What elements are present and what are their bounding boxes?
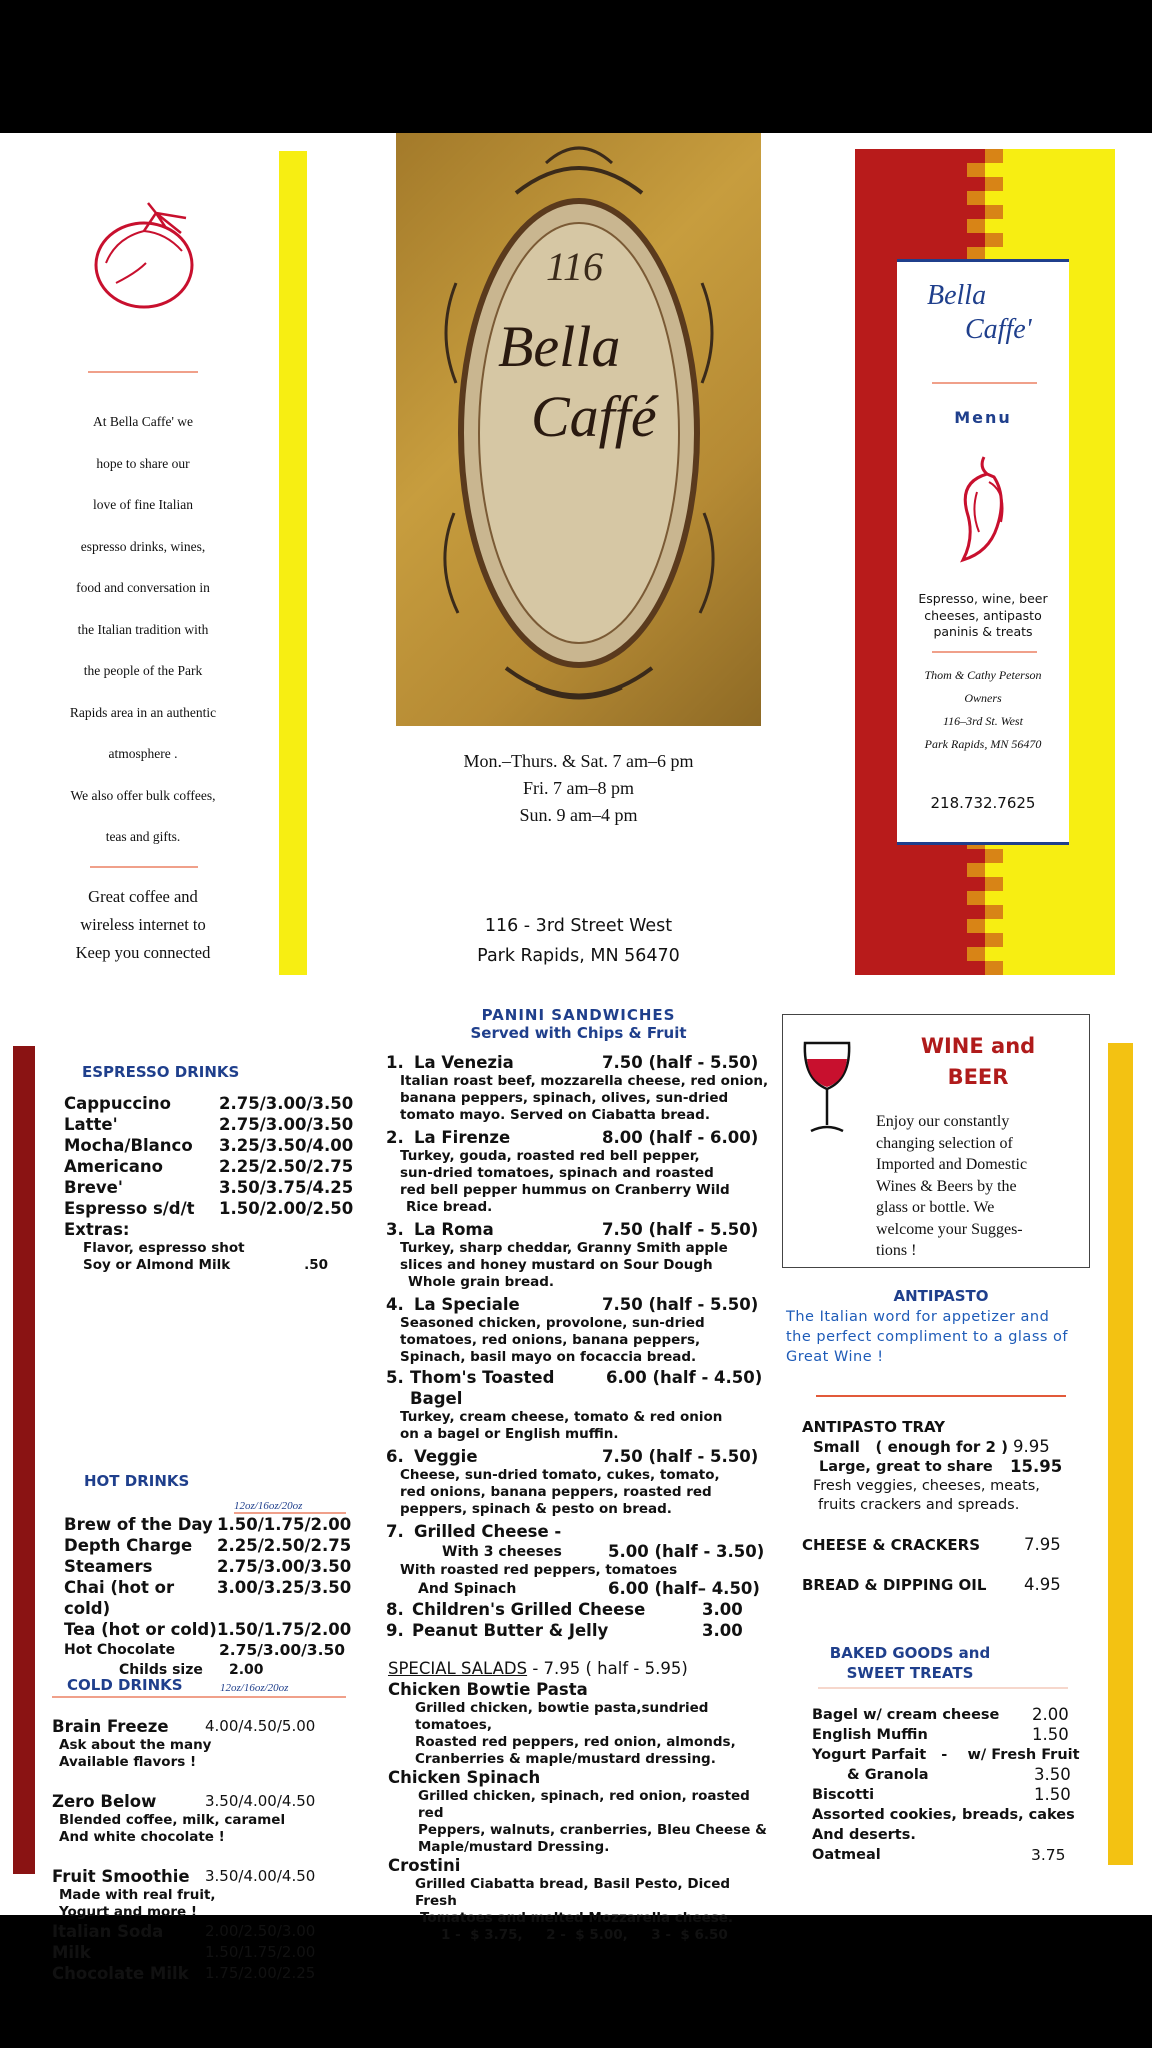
intro-line: We also offer bulk coffees, <box>70 787 216 803</box>
intro-line: love of fine Italian <box>92 497 194 512</box>
panini-item: 6. Veggie 7.50 (half - 5.50) Cheese, sun-dried tomato, cukes, tomato, red onions, banana peppers, roasted red peppers, spinach & pesto on bread. <box>386 1446 771 1518</box>
salads-title: SPECIAL SALADS <box>388 1659 528 1678</box>
list-item: Brain Freeze 4.00/4.50/5.00 <box>52 1717 316 1736</box>
panini-item: 5. Thom's Toasted Bagel 6.00 (half - 4.50) Turkey, cream cheese, tomato & red onion on a bagel or English muffin. <box>386 1367 771 1443</box>
antipasto-intro-line: the perfect compliment to a glass of <box>786 1329 1069 1345</box>
item-description: Grilled chicken, bowtie pasta,sundried tomatoes, <box>415 1700 709 1733</box>
address <box>396 911 761 971</box>
divider <box>88 371 198 373</box>
cover-desc-line: cheeses, antipasto <box>924 607 1042 623</box>
divider <box>932 651 1037 653</box>
panini-item: 1. La Venezia 7.50 (half - 5.50) Italian roast beef, mozzarella cheese, red onion, banana peppers, spinach, olives, sun-dried tomato mayo. Served on Ciabatta bread. <box>386 1052 771 1124</box>
list-item: Steamers 2.75/3.00/3.50 <box>64 1557 352 1576</box>
owner-line: Thom & Cathy Peterson <box>924 668 1042 682</box>
item-description: Seasoned chicken, provolone, sun-dried <box>400 1315 705 1331</box>
wine-title <box>878 1031 1078 1093</box>
panini-item: 4. La Speciale 7.50 (half - 5.50) Seasoned chicken, provolone, sun-dried tomatoes, red onions, banana peppers, Spinach, basil mayo on focaccia bread. <box>386 1294 771 1366</box>
salad-name: Crostini <box>388 1856 461 1875</box>
item-description: And white chocolate ! <box>59 1829 225 1845</box>
list-item: Hot Chocolate 2.75/3.00/3.50 <box>64 1641 346 1659</box>
intro-line: food and conversation in <box>76 580 210 595</box>
espresso-title: ESPRESSO DRINKS <box>82 1063 240 1081</box>
panini-title: PANINI SANDWICHES <box>481 1006 676 1024</box>
address-line: 116 - 3rd Street West <box>484 916 673 936</box>
wine-title-line: WINE and <box>920 1034 1036 1058</box>
item-description: With roasted red peppers, tomatoes <box>400 1562 678 1578</box>
item-description: fruits crackers and spreads. <box>818 1497 1020 1513</box>
hours <box>396 748 761 829</box>
item-description: red onions, banana peppers, roasted red <box>400 1484 712 1500</box>
item-description: Whole grain bread. <box>408 1274 555 1290</box>
size-label: 12oz/16oz/20oz <box>234 1500 346 1514</box>
salad-name: Chicken Bowtie Pasta <box>388 1680 588 1699</box>
cover-title-line1: Bella <box>927 280 987 311</box>
panini-item: 8. Children's Grilled Cheese 3.00 <box>386 1600 743 1619</box>
wine-body-line: Wines & Beers by the <box>876 1177 1017 1195</box>
intro-line: teas and gifts. <box>105 829 181 844</box>
menu-label: Menu <box>954 408 1012 427</box>
cover-desc-line: Espresso, wine, beer <box>918 591 1048 606</box>
hot-drinks-section <box>64 1472 354 1680</box>
wine-body <box>876 1111 1076 1262</box>
antipasto-tray-title: ANTIPASTO TRAY <box>802 1418 946 1436</box>
item-description: Peppers, walnuts, cranberries, Bleu Cheese & <box>418 1822 767 1838</box>
item-description: Cranberries & maple/mustard dressing. <box>415 1751 716 1767</box>
espresso-section <box>64 1063 354 1274</box>
list-item: Yogurt Parfait - w/ Fresh Fruit <box>812 1747 1080 1763</box>
panini-section <box>386 1006 771 1641</box>
owner-line: Owners <box>964 691 1002 705</box>
hours-line: Fri. 7 am–8 pm <box>523 778 634 798</box>
item-description: on a bagel or English muffin. <box>400 1426 619 1442</box>
intro-line: hope to share our <box>96 455 190 471</box>
item-description: Roasted red peppers, red onion, almonds, <box>415 1734 736 1750</box>
wine-body-line: welcome your Sugges- <box>876 1220 1023 1238</box>
list-item: Assorted cookies, breads, cakes <box>812 1807 1075 1823</box>
list-item: Espresso s/d/t 1.50/2.00/2.50 <box>64 1199 354 1218</box>
hours-line: Sun. 9 am–4 pm <box>519 805 638 825</box>
list-item: & Granola 3.50 <box>847 1765 1071 1784</box>
list-item: And deserts. <box>812 1827 916 1843</box>
hours-line: Mon.–Thurs. & Sat. 7 am–6 pm <box>463 751 694 771</box>
list-item: Brew of the Day 1.50/1.75/2.00 <box>64 1515 352 1534</box>
hot-drinks-title: HOT DRINKS <box>84 1472 190 1490</box>
dark-red-stripe <box>13 1046 35 1874</box>
item-description: Turkey, cream cheese, tomato & red onion <box>400 1409 723 1425</box>
item-description: Made with real fruit, <box>59 1887 216 1903</box>
panini-item: 9. Peanut Butter & Jelly 3.00 <box>386 1621 743 1640</box>
item-description: Fresh veggies, cheeses, meats, <box>813 1478 1040 1494</box>
list-item: Zero Below 3.50/4.00/4.50 <box>52 1792 316 1811</box>
gold-stripe <box>1108 1043 1133 1865</box>
list-item: Chai (hot or cold) 3.00/3.25/3.50 <box>64 1578 352 1618</box>
baked-title <box>800 1643 1020 1683</box>
wine-body-line: tions ! <box>876 1242 917 1259</box>
divider <box>90 866 198 868</box>
size-label: 12oz/16oz/20oz <box>220 1682 289 1694</box>
item-description: Spinach, basil mayo on focaccia bread. <box>400 1349 697 1365</box>
phone: 218.732.7625 <box>930 794 1036 812</box>
painting-number: 116 <box>546 244 604 289</box>
tagline-line: Great coffee and <box>88 887 198 906</box>
salads-price: - 7.95 ( half - 5.95) <box>527 1659 688 1678</box>
cover-description <box>897 591 1069 641</box>
list-item: Chocolate Milk 1.75/2.00/2.25 <box>52 1964 316 1983</box>
antipasto-section <box>786 1287 1096 1595</box>
tomato-icon <box>86 203 212 313</box>
panini-item: 7. Grilled Cheese - With 3 cheeses 5.00 (half - 3.50) With roasted red peppers, tomatoes And Spinach 6.00 (half– 4.50) <box>386 1521 771 1599</box>
antipasto-intro-line: The Italian word for appetizer and <box>786 1309 1050 1325</box>
item-description: banana peppers, spinach, olives, sun-dried <box>400 1090 729 1106</box>
item-description: Turkey, sharp cheddar, Granny Smith apple <box>400 1240 728 1256</box>
item-description: Yogurt and more ! <box>59 1904 197 1920</box>
owners <box>897 664 1069 756</box>
baked-title-line: BAKED GOODS and <box>829 1644 991 1662</box>
list-item: Depth Charge 2.25/2.50/2.75 <box>64 1536 352 1555</box>
panini-subtitle: Served with Chips & Fruit <box>470 1024 687 1042</box>
wine-body-line: changing selection of <box>876 1134 1013 1152</box>
list-item: Breve' 3.50/3.75/4.25 <box>64 1178 354 1197</box>
divider <box>932 382 1037 384</box>
wine-body-line: Imported and Domestic <box>876 1156 1028 1173</box>
list-item: Italian Soda 2.00/2.50/3.00 <box>52 1922 316 1941</box>
intro-line: espresso drinks, wines, <box>80 538 206 554</box>
wine-title-line: BEER <box>947 1065 1009 1089</box>
intro-line: Rapids area in an authentic <box>69 704 217 720</box>
item-description: Maple/mustard Dressing. <box>418 1839 610 1855</box>
cover-card <box>897 259 1069 845</box>
list-item: Biscotti 1.50 <box>812 1785 1071 1804</box>
baked-title-line: SWEET TREATS <box>846 1664 974 1682</box>
list-item: BREAD & DIPPING OIL 4.95 <box>802 1575 1061 1594</box>
panini-item: 2. La Firenze 8.00 (half - 6.00) Turkey, gouda, roasted red bell pepper, sun-dried tomatoes, spinach and roasted red bell pepper hummus on Cranberry Wild Rice bread. <box>386 1127 771 1216</box>
antipasto-intro <box>786 1307 1096 1367</box>
antipasto-intro-line: Great Wine ! <box>786 1349 884 1365</box>
list-item: Cappuccino 2.75/3.00/3.50 <box>64 1094 354 1113</box>
list-item: Fruit Smoothie 3.50/4.00/4.50 <box>52 1867 316 1886</box>
wine-body-line: glass or bottle. We <box>876 1199 995 1216</box>
cold-drinks-section <box>52 1676 352 1984</box>
baked-section <box>800 1643 1090 1865</box>
salads-section <box>388 1658 773 1944</box>
item-description: Rice bread. <box>406 1199 493 1215</box>
item-description: tomato mayo. Served on Ciabatta bread. <box>400 1107 710 1123</box>
list-item: Oatmeal 3.75 <box>812 1846 1066 1864</box>
tagline <box>50 883 236 967</box>
yellow-stripe-left <box>279 151 307 975</box>
intro-text <box>50 401 236 858</box>
list-item: Americano 2.25/2.50/2.75 <box>64 1157 354 1176</box>
item-description: Blended coffee, milk, caramel <box>59 1812 286 1828</box>
list-item: Small ( enough for 2 ) 9.95 <box>813 1437 1050 1456</box>
intro-line: the Italian tradition with <box>77 621 209 637</box>
panini-item: 3. La Roma 7.50 (half - 5.50) Turkey, sharp cheddar, Granny Smith apple slices and honey mustard on Sour Dough Whole grain bread. <box>386 1219 771 1291</box>
list-item: CHEESE & CRACKERS 7.95 <box>802 1535 1061 1554</box>
intro-line: atmosphere . <box>108 746 178 761</box>
wine-box <box>782 1014 1090 1268</box>
salads-header <box>388 1658 773 1680</box>
item-description: sun-dried tomatoes, spinach and roasted <box>400 1165 714 1181</box>
cold-drinks-title: COLD DRINKS <box>67 1676 183 1694</box>
wine-body-line: Enjoy our constantly <box>876 1113 1010 1130</box>
tagline-line: wireless internet to <box>80 915 206 934</box>
item-description: Italian roast beef, mozzarella cheese, red onion, <box>400 1073 769 1089</box>
list-item: Large, great to share 15.95 <box>819 1457 1063 1476</box>
address-line: Park Rapids, MN 56470 <box>477 946 680 966</box>
item-description: peppers, spinach & pesto on bread. <box>400 1501 672 1517</box>
list-item: Tea (hot or cold) 1.50/1.75/2.00 <box>64 1620 352 1639</box>
intro-line: At Bella Caffe' we <box>92 414 194 429</box>
item-description: Available flavors ! <box>59 1754 197 1770</box>
item-description: Grilled chicken, spinach, red onion, roasted red <box>418 1788 750 1821</box>
item-description: slices and honey mustard on Sour Dough <box>400 1257 713 1273</box>
crostini-prices: 1 - $ 3.75, 2 - $ 5.00, 3 - $ 6.50 <box>441 1927 728 1943</box>
item-description: Ask about the many <box>59 1737 212 1753</box>
item-description: Cheese, sun-dried tomato, cukes, tomato, <box>400 1467 720 1483</box>
painting-name-line1: Bella <box>498 314 621 379</box>
item-description: Tomatoes and melted Mozzarella cheese. <box>420 1910 734 1926</box>
painting <box>396 133 761 726</box>
item-description: Grilled Ciabatta bread, Basil Pesto, Diced Fresh <box>415 1876 731 1909</box>
list-item: Mocha/Blanco 3.25/3.50/4.00 <box>64 1136 354 1155</box>
cover-desc-line: paninis & treats <box>933 624 1033 639</box>
owner-line: 116–3rd St. West <box>943 714 1023 728</box>
list-item: Childs size 2.00 <box>119 1662 264 1678</box>
item-description: red bell pepper hummus on Cranberry Wild <box>400 1182 730 1198</box>
item-description: tomatoes, red onions, banana peppers, <box>400 1332 701 1348</box>
item-description: Turkey, gouda, roasted red bell pepper, <box>400 1148 700 1164</box>
extras-label: Extras: <box>64 1220 130 1239</box>
painting-name-line2: Caffé <box>531 384 657 449</box>
owner-line: Park Rapids, MN 56470 <box>924 737 1042 751</box>
intro-line: the people of the Park <box>83 663 203 678</box>
extras-line: Soy or Almond Milk .50 <box>83 1257 328 1273</box>
cover-title-line2: Caffe' <box>965 314 1032 345</box>
wine-glass-icon <box>799 1039 855 1139</box>
list-item: Bagel w/ cream cheese 2.00 <box>812 1705 1069 1724</box>
cold-drinks-header <box>52 1676 346 1698</box>
pepper-icon <box>949 452 1019 567</box>
salad-name: Chicken Spinach <box>388 1768 541 1787</box>
antipasto-title: ANTIPASTO <box>893 1287 989 1305</box>
list-item: English Muffin 1.50 <box>812 1725 1069 1744</box>
menu-page <box>0 133 1152 1983</box>
tagline-line: Keep you connected <box>75 943 211 962</box>
list-item: Latte' 2.75/3.00/3.50 <box>64 1115 354 1134</box>
list-item: Milk 1.50/1.75/2.00 <box>52 1943 316 1962</box>
extras-line: Flavor, espresso shot <box>83 1240 245 1256</box>
